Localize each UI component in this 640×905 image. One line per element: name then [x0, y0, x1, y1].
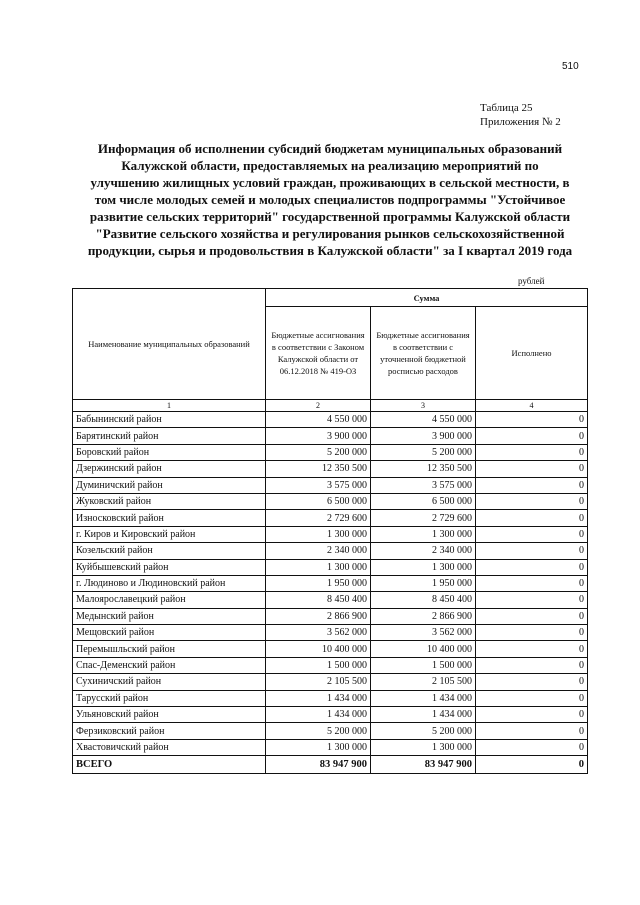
executed-value: 0: [476, 707, 588, 723]
district-name: Куйбышевский район: [73, 559, 266, 575]
table-label-line1: Таблица 25: [480, 102, 533, 114]
refined-value: 6 500 000: [371, 493, 476, 509]
col-number: 1: [73, 400, 266, 412]
executed-value: 0: [476, 608, 588, 624]
table-row: [73, 641, 588, 657]
district-name: Сухиничский район: [73, 674, 266, 690]
header-name-col: Наименование муниципальных образований: [73, 289, 266, 400]
budget-value: 1 434 000: [266, 707, 371, 723]
column-numbers-row: [73, 400, 588, 412]
budget-value: 6 500 000: [266, 493, 371, 509]
total-executed: 0: [476, 756, 588, 774]
title-line: "Развитие сельского хозяйства и регулирования рынков сельскохозяйственной: [95, 226, 565, 241]
district-name: г. Киров и Кировский район: [73, 526, 266, 542]
district-name: Медынский район: [73, 608, 266, 624]
header-sum-group: Сумма: [266, 289, 588, 307]
district-name: Тарусский район: [73, 690, 266, 706]
budget-value: 2 105 500: [266, 674, 371, 690]
table-row: [73, 723, 588, 739]
district-name: Спас-Деменский район: [73, 657, 266, 673]
units-label: рублей: [518, 276, 545, 286]
refined-value: 1 300 000: [371, 526, 476, 542]
col-number: 2: [266, 400, 371, 412]
budget-value: 2 340 000: [266, 543, 371, 559]
budget-value: 1 434 000: [266, 690, 371, 706]
district-name: Барятинский район: [73, 428, 266, 444]
refined-value: 2 729 600: [371, 510, 476, 526]
refined-value: 3 575 000: [371, 477, 476, 493]
executed-value: 0: [476, 543, 588, 559]
district-name: Износковский район: [73, 510, 266, 526]
table-row: [73, 739, 588, 755]
col-number: 3: [371, 400, 476, 412]
budget-value: 2 866 900: [266, 608, 371, 624]
district-name: Жуковский район: [73, 493, 266, 509]
refined-value: 1 434 000: [371, 690, 476, 706]
table-row: [73, 657, 588, 673]
executed-value: 0: [476, 592, 588, 608]
district-name: Мещовский район: [73, 625, 266, 641]
total-label: ВСЕГО: [73, 756, 266, 774]
table-row: [73, 428, 588, 444]
refined-value: 1 434 000: [371, 707, 476, 723]
executed-value: 0: [476, 444, 588, 460]
budget-value: 5 200 000: [266, 444, 371, 460]
title-line: продукции, сырья и продовольствия в Калужской области" за I квартал 2019 года: [87, 243, 573, 258]
table-row: [73, 674, 588, 690]
table-row: [73, 592, 588, 608]
district-name: Дзержинский район: [73, 461, 266, 477]
executed-value: 0: [476, 723, 588, 739]
title-line: Калужской области, предоставляемых на реализацию мероприятий по: [121, 158, 539, 173]
refined-value: 1 300 000: [371, 559, 476, 575]
table-row: [73, 543, 588, 559]
refined-value: 12 350 500: [371, 461, 476, 477]
page-number: 510: [562, 61, 579, 72]
refined-value: 5 200 000: [371, 444, 476, 460]
refined-value: 3 562 000: [371, 625, 476, 641]
table-label-line2: Приложения № 2: [480, 116, 561, 128]
executed-value: 0: [476, 559, 588, 575]
executed-value: 0: [476, 625, 588, 641]
budget-value: 1 950 000: [266, 575, 371, 591]
title-line: Информация об исполнении субсидий бюджетам муниципальных образований: [97, 141, 563, 156]
document-title: [60, 140, 600, 259]
executed-value: 0: [476, 657, 588, 673]
district-name: Думиничский район: [73, 477, 266, 493]
refined-value: 1 950 000: [371, 575, 476, 591]
executed-value: 0: [476, 575, 588, 591]
executed-value: 0: [476, 510, 588, 526]
budget-value: 2 729 600: [266, 510, 371, 526]
title-line: развитие сельских территорий" государственной программы Калужской области: [89, 209, 571, 224]
total-budget: 83 947 900: [266, 756, 371, 774]
table-row: [73, 444, 588, 460]
refined-value: 8 450 400: [371, 592, 476, 608]
refined-value: 5 200 000: [371, 723, 476, 739]
title-line: том числе молодых семей и молодых специалистов подпрограммы "Устойчивое: [94, 192, 566, 207]
district-name: Ульяновский район: [73, 707, 266, 723]
budget-value: 5 200 000: [266, 723, 371, 739]
district-name: Перемышльский район: [73, 641, 266, 657]
executed-value: 0: [476, 739, 588, 755]
budget-value: 1 300 000: [266, 559, 371, 575]
refined-value: 2 866 900: [371, 608, 476, 624]
table-row: [73, 690, 588, 706]
executed-value: 0: [476, 493, 588, 509]
budget-value: 3 900 000: [266, 428, 371, 444]
district-name: Козельский район: [73, 543, 266, 559]
table-row: [73, 477, 588, 493]
executed-value: 0: [476, 674, 588, 690]
executed-value: 0: [476, 428, 588, 444]
title-line: улучшению жилищных условий граждан, проживающих в сельской местности, в: [90, 175, 570, 190]
refined-value: 1 300 000: [371, 739, 476, 755]
refined-value: 3 900 000: [371, 428, 476, 444]
district-name: Бабынинский район: [73, 412, 266, 428]
budget-value: 4 550 000: [266, 412, 371, 428]
refined-value: 2 105 500: [371, 674, 476, 690]
table-row: [73, 575, 588, 591]
budget-value: 3 575 000: [266, 477, 371, 493]
executed-value: 0: [476, 461, 588, 477]
total-row: [73, 756, 588, 774]
budget-value: 10 400 000: [266, 641, 371, 657]
refined-value: 2 340 000: [371, 543, 476, 559]
report-table: [72, 288, 588, 774]
table-row: [73, 559, 588, 575]
district-name: Малоярославецкий район: [73, 592, 266, 608]
total-refined: 83 947 900: [371, 756, 476, 774]
budget-value: 3 562 000: [266, 625, 371, 641]
table-label: [480, 101, 561, 129]
executed-value: 0: [476, 526, 588, 542]
table-row: [73, 526, 588, 542]
executed-value: 0: [476, 641, 588, 657]
district-name: Хвастовичский район: [73, 739, 266, 755]
budget-value: 1 300 000: [266, 739, 371, 755]
table-row: [73, 493, 588, 509]
header-row-1: [73, 289, 588, 307]
refined-value: 1 500 000: [371, 657, 476, 673]
district-name: Ферзиковский район: [73, 723, 266, 739]
table-row: [73, 608, 588, 624]
refined-value: 10 400 000: [371, 641, 476, 657]
refined-value: 4 550 000: [371, 412, 476, 428]
table-row: [73, 412, 588, 428]
table-row: [73, 625, 588, 641]
header-col2: Бюджетные ассигнования в соответствии с Законом Калужской области от 06.12.2018 № 419-ОЗ: [266, 307, 371, 400]
header-col3: Бюджетные ассигнования в соответствии с уточненной бюджетной росписью расходов: [371, 307, 476, 400]
district-name: г. Людиново и Людиновский район: [73, 575, 266, 591]
table-row: [73, 707, 588, 723]
budget-value: 8 450 400: [266, 592, 371, 608]
table-row: [73, 510, 588, 526]
table-row: [73, 461, 588, 477]
budget-value: 1 500 000: [266, 657, 371, 673]
executed-value: 0: [476, 690, 588, 706]
budget-value: 12 350 500: [266, 461, 371, 477]
header-col4: Исполнено: [476, 307, 588, 400]
executed-value: 0: [476, 412, 588, 428]
district-name: Боровский район: [73, 444, 266, 460]
executed-value: 0: [476, 477, 588, 493]
col-number: 4: [476, 400, 588, 412]
budget-value: 1 300 000: [266, 526, 371, 542]
